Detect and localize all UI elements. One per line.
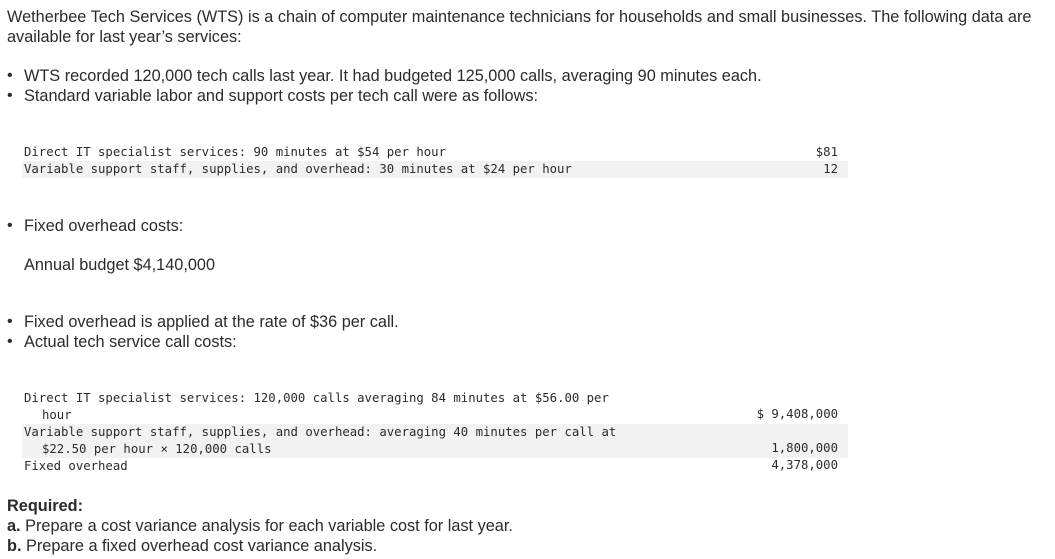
cost-description-line: Direct IT specialist services: 120,000 calls averaging 84 minutes at $56.00 per <box>24 391 609 405</box>
bullet-standard-costs: • Standard variable labor and support costs per tech call were as follows: <box>7 86 907 106</box>
requirement-b <box>7 536 907 556</box>
cost-amount: 4,378,000 <box>771 458 838 472</box>
requirement-text: Prepare a fixed overhead cost variance analysis. <box>26 537 378 555</box>
cost-amount: $ 9,408,000 <box>756 407 838 421</box>
cost-amount: 1,800,000 <box>771 441 838 455</box>
requirement-letter: a. <box>7 517 21 535</box>
bullet-list-top <box>7 66 907 106</box>
requirement-letter: b. <box>7 537 22 555</box>
cost-description <box>22 390 684 424</box>
problem-intro: Wetherbee Tech Services (WTS) is a chain of computer maintenance technicians for households and small businesses. The following data are available for last year’s services: <box>7 8 1032 46</box>
cost-description <box>22 424 684 458</box>
requirement-text: Prepare a cost variance analysis for each variable cost for last year. <box>25 517 513 535</box>
required-heading: Required: <box>7 497 83 515</box>
table-row <box>22 458 848 475</box>
required-section <box>7 496 907 556</box>
bullet-fixed-overhead: • Fixed overhead costs: <box>7 216 907 236</box>
cost-description: Direct IT specialist services: 90 minutes at $54 per hour <box>24 145 446 159</box>
actual-cost-table <box>22 390 848 475</box>
cost-description-line: Fixed overhead <box>24 459 128 473</box>
cost-amount: 12 <box>823 162 838 176</box>
cost-description <box>22 458 684 475</box>
table-row <box>22 144 848 161</box>
cost-description: Variable support staff, supplies, and overhead: 30 minutes at $24 per hour <box>24 162 572 176</box>
table-row <box>22 161 848 178</box>
requirement-a <box>7 516 907 536</box>
table-row <box>22 424 848 458</box>
annual-budget: Annual budget $4,140,000 <box>24 256 216 274</box>
bullet-list-fixed <box>7 216 907 236</box>
bullet-list-bottom <box>7 312 907 352</box>
cost-description-line: $22.50 per hour × 120,000 calls <box>42 442 272 456</box>
bullet-calls: • WTS recorded 120,000 tech calls last year. It had budgeted 125,000 calls, averaging 90 minutes each. <box>7 66 907 86</box>
cost-description-line: Variable support staff, supplies, and overhead: averaging 40 minutes per call at <box>24 425 617 439</box>
cost-description-line: hour <box>42 408 72 422</box>
cost-amount: $81 <box>815 145 838 159</box>
bullet-actual-costs: • Actual tech service call costs: <box>7 332 907 352</box>
bullet-applied-rate: • Fixed overhead is applied at the rate of $36 per call. <box>7 312 907 332</box>
standard-cost-table <box>22 144 848 178</box>
table-row <box>22 390 848 424</box>
